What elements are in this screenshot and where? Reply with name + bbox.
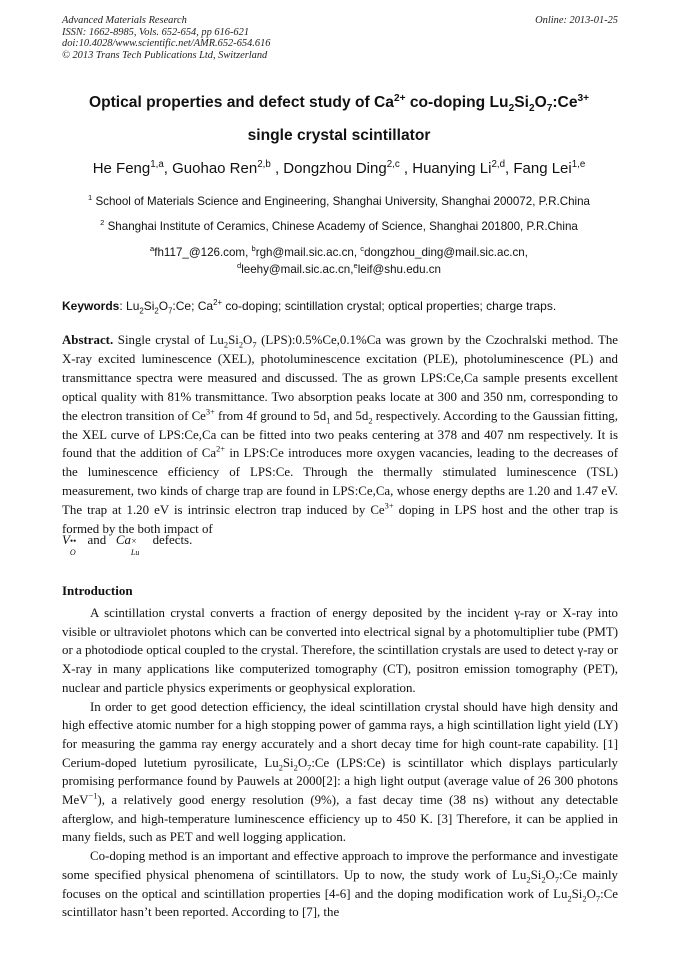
affiliation: $^2$ Shanghai Institute of Ceramics, Chinese Academy of Science, Shanghai 201800, P.R.China — [100, 218, 578, 233]
abstract: Abstract. Single crystal of $Lu_2Si_2O_7$ (LPS):0.5%Ce,0.1%Ca was grown by the Czochralski method. The X-ray excited luminescence (XEL), photoluminescence excitation (PLE), photoluminescence (PL) and transmittance spectra were measured and discussed. The as grown LPS:Ce,Ca sample presents excellent optical quality with 81% transmittance. Two absorption peaks locate at 300 and 350 nm, corresponding to the electron transition of $Ce^{3+}$ from 4f ground to $5d_1$ and $5d_2$ respectively. According to the Gaussian fitting, the XEL curve of LPS:Ce,Ca can be fitted into two peaks centering at 378 and 407 nm respectively. It is found that the addition of $Ca^{2+}$ in LPS:Ce introduces more oxygen vacancies, leading to the decreases of the luminescence efficiency of LPS:Ce. Through the thermally stimulated luminescence (TSL) measurement, two kinds of charge trap are found in LPS:Ce,Ca, whose energy depths are 1.20 and 1.47 eV. The trap at 1.20 eV is intrinsic electron trap induced by $Ce^{3+}$ doping in LPS host and the other trap is formed by the both impact of — [62, 333, 619, 537]
oxygen-vacancy-symbol: V •• O — [62, 533, 77, 557]
paragraph: In order to get good detection efficiency, the ideal scintillation crystal should have high density and high effective atomic number for a high stopping power of gamma rays, a high scintillation light yield (LY) for measuring the gamma ray energy accurately and a short decay time for high count-rate capability. [1] Cerium-doped lutetium pyrosilicate, $Lu_2Si_2O_7:Ce$ (LPS:Ce) is scintillator which displays particularly promising performance found by Pauwels at 2000[2]: a high light output (average value of 26 300 photons MeV$^{-1}$), a relatively good energy resolution (9%), a fast decay time (38 ns) without any detectable afterglow, and high-temperature luminescence efficiency up to 450 K. [3] Therefore, it can be applied in many fields, such as PET and well logging application. — [62, 699, 618, 845]
paper-title-line2: single crystal scintillator — [247, 127, 431, 144]
email-link[interactable]: fh117_@126.com, — [154, 246, 252, 259]
author: Guohao Ren$^{2,b}$ — [172, 159, 271, 177]
author: Fang Lei$^{1,e}$ — [513, 159, 586, 177]
email-list — [20, 244, 658, 278]
email-line: $^a$fh117_@126.com, $^b$rgh@mail.sic.ac.cn, $^c$dongzhou_ding@mail.sic.ac.cn, — [150, 244, 528, 259]
email-link[interactable]: leif@shu.edu.cn — [357, 263, 442, 276]
author: Dongzhou Ding$^{2,c}$ — [283, 159, 400, 177]
online-date: Online: 2013-01-25 — [535, 15, 618, 26]
doi-line[interactable]: doi:10.4028/www.scientific.net/AMR.652-654.616 — [62, 38, 271, 49]
introduction-body — [62, 604, 618, 922]
issn-line: ISSN: 1662-8985, Vols. 652-654, pp 616-621 — [62, 26, 250, 38]
section-heading-introduction: Introduction — [62, 583, 133, 598]
author: He Feng$^{1,a}$ — [92, 159, 164, 177]
email-link[interactable]: leehy@mail.sic.ac.cn, — [241, 263, 354, 276]
email-link[interactable]: rgh@mail.sic.ac.cn, — [255, 246, 361, 259]
abstract-label: Abstract. — [62, 333, 114, 347]
author: Huanying Li$^{2,d}$ — [412, 159, 506, 177]
paper-title-line1: Optical properties and defect study of $Ca^{2+}$ co-doping $Lu_2Si_2O_7:Ce^{3+}$ — [88, 92, 590, 115]
keywords: Keywords: $Lu_2Si_2O_7:Ce$; $Ca^{2+}$ co-doping; scintillation crystal; optical properties; charge traps. — [62, 298, 557, 316]
author-list: He Feng$^{1,a}$, Guohao Ren$^{2,b}$ , Dongzhou Ding$^{2,c}$ , Huanying Li$^{2,d}$, Fang Lei$^{1,e}$ — [92, 159, 586, 177]
calcium-substitution-symbol: Ca × Lu — [115, 533, 140, 557]
copyright-line: © 2013 Trans Tech Publications Ltd, Switzerland — [62, 49, 268, 61]
defect-symbols-line: V •• O and Ca × Lu defects. — [62, 533, 193, 557]
affiliation: $^1$ School of Materials Science and Engineering, Shanghai University, Shanghai 200072, P.R.China — [88, 193, 590, 208]
journal-name: Advanced Materials Research — [62, 15, 187, 26]
paragraph: Co-doping method is an important and effective approach to improve the performance and investigate some specified physical phenomena of scintillators. Up to now, the study work of $Lu_2Si_2O_7:Ce$ mainly focuses on the optical and scintillation properties [4-6] and the doping modification work of $Lu_2Si_2O_7:Ce$ scintillator hasn’t been reported. According to [7], the — [62, 849, 618, 920]
email-line: $^d$leehy@mail.sic.ac.cn,$^e$leif@shu.edu.cn — [236, 261, 442, 276]
email-link[interactable]: dongzhou_ding@mail.sic.ac.cn, — [364, 246, 528, 259]
paragraph: A scintillation crystal converts a fraction of energy deposited by the incident γ-ray or X-ray into visible or ultraviolet photons which can be converted into electrical signal by a photomultiplier tube (PMT) or a photodiode optical coupled to the crystal. Therefore, the scintillation crystals are used to detect γ-ray or X-ray in many applications like computerized tomography (CT), positron emission tomography (PET), nuclear and particle physics experiments or geophysical exploration. — [62, 606, 618, 695]
running-header — [62, 15, 618, 61]
